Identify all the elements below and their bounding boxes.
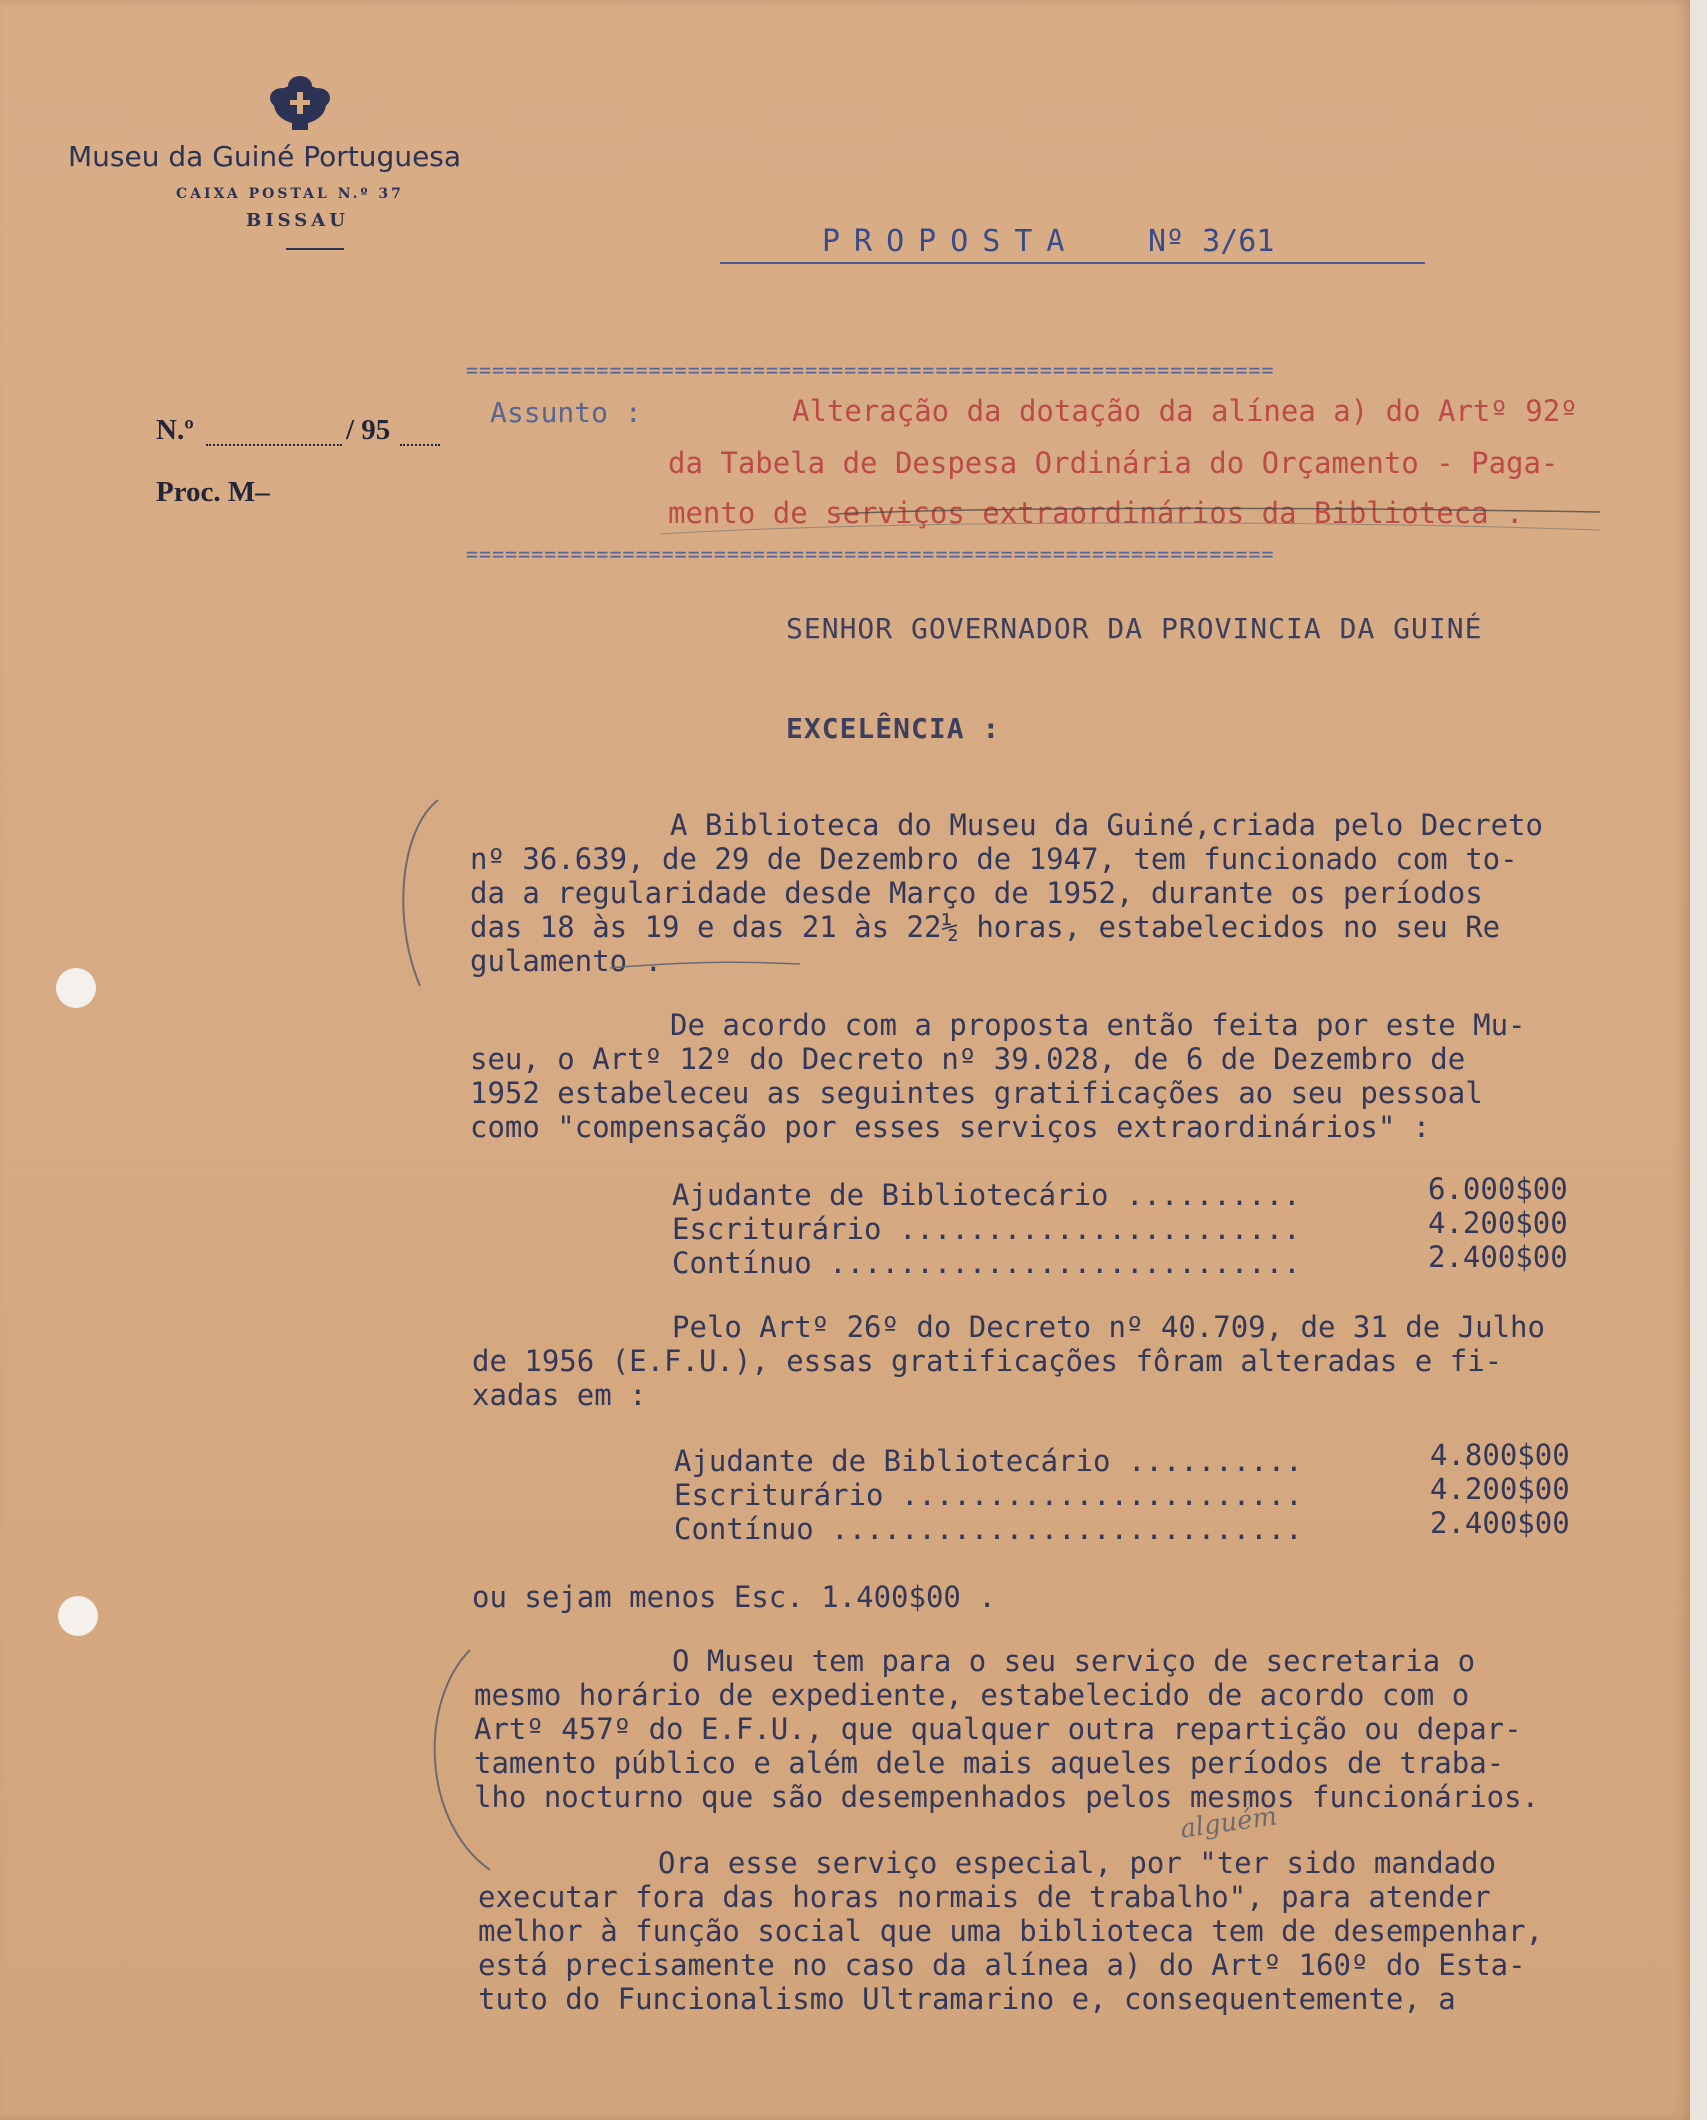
para1-line: das 18 às 19 e das 21 às 22½ horas, estabelecidos no seu Re (470, 910, 1501, 944)
table2-role: Ajudante de Bibliotecário .......... (674, 1444, 1303, 1478)
process-label: Proc. M– (156, 476, 270, 508)
para6-line: executar fora das horas normais de trabalho", para atender (478, 1880, 1491, 1914)
para5-line: O Museu tem para o seu serviço de secretaria o (672, 1644, 1476, 1678)
para5-line: mesmo horário de expediente, estabelecido de acordo com o (474, 1678, 1470, 1712)
table1-role: Ajudante de Bibliotecário .......... (672, 1178, 1301, 1212)
para3-line: de 1956 (E.F.U.), essas gratificações fôram alteradas e fi- (472, 1344, 1503, 1378)
subject-line: da Tabela de Despesa Ordinária do Orçamento - Paga- (668, 446, 1559, 480)
separator-top: ============================================================== (466, 358, 1275, 382)
para1-line: A Biblioteca do Museu da Guiné,criada pelo Decreto (670, 808, 1543, 842)
para3-line: Pelo Artº 26º do Decreto nº 40.709, de 31 de Julho (672, 1310, 1545, 1344)
po-box: CAIXA POSTAL N.º 37 (176, 186, 404, 202)
proposal-title: PROPOSTA (822, 224, 1079, 259)
para2-line: como "compensação por esses serviços extraordinários" : (470, 1110, 1431, 1144)
subject-line: mento de serviços extraordinários da Biblioteca . (668, 496, 1524, 530)
separator-bottom: ============================================================== (466, 542, 1275, 566)
subject-label: Assunto : (490, 396, 642, 429)
para2-line: seu, o Artº 12º do Decreto nº 39.028, de 6 de Dezembro de (470, 1042, 1466, 1076)
proposal-number: Nº 3/61 (1148, 224, 1275, 259)
table2-amount: 4.200$00 (1430, 1472, 1570, 1506)
para1-line: gulamento . (470, 944, 663, 978)
para1-line: da a regularidade desde Março de 1952, durante os períodos (470, 876, 1483, 910)
table1-role: Contínuo ........................... (672, 1246, 1301, 1280)
addressee: SENHOR GOVERNADOR DA PROVINCIA DA GUINÉ (786, 612, 1483, 645)
ref-number-suffix: / 95 (346, 414, 391, 446)
table2-amount: 4.800$00 (1430, 1438, 1570, 1472)
table1-role: Escriturário ....................... (672, 1212, 1301, 1246)
para2-line: 1952 estabeleceu as seguintes gratificações ao seu pessoal (470, 1076, 1483, 1110)
para6-line: tuto do Funcionalismo Ultramarino e, consequentemente, a (478, 1982, 1456, 2016)
para5-line: Artº 457º do E.F.U., que qualquer outra repartição ou depar- (474, 1712, 1522, 1746)
ref-number-label: N.º (156, 414, 194, 446)
table1-amount: 2.400$00 (1428, 1240, 1568, 1274)
subject-line: Alteração da dotação da alínea a) do Artº 92º (792, 394, 1578, 428)
para6-line: melhor à função social que uma biblioteca tem de desempenhar, (478, 1914, 1544, 1948)
para5-line: lho nocturno que são desempenhados pelos mesmos funcionários. (474, 1780, 1540, 1814)
institution-name: Museu da Guiné Portuguesa (68, 140, 462, 173)
para2-line: De acordo com a proposta então feita por este Mu- (670, 1008, 1526, 1042)
para5-line: tamento público e além dele mais aqueles períodos de traba- (474, 1746, 1505, 1780)
table1-amount: 6.000$00 (1428, 1172, 1568, 1206)
table2-role: Contínuo ........................... (674, 1512, 1303, 1546)
table2-amount: 2.400$00 (1430, 1506, 1570, 1540)
handwritten-note: alguém (1178, 1801, 1279, 1845)
table1-amount: 4.200$00 (1428, 1206, 1568, 1240)
para4-line: ou sejam menos Esc. 1.400$00 . (472, 1580, 996, 1614)
salutation: EXCELÊNCIA : (786, 712, 1001, 745)
para3-line: xadas em : (472, 1378, 647, 1412)
table2-role: Escriturário ....................... (674, 1478, 1303, 1512)
para6-line: está precisamente no caso da alínea a) do Artº 160º do Esta- (478, 1948, 1526, 1982)
para6-line: Ora esse serviço especial, por "ter sido mandado (658, 1846, 1497, 1880)
para1-line: nº 36.639, de 29 de Dezembro de 1947, tem funcionado com to- (470, 842, 1518, 876)
city: BISSAU (246, 210, 349, 231)
